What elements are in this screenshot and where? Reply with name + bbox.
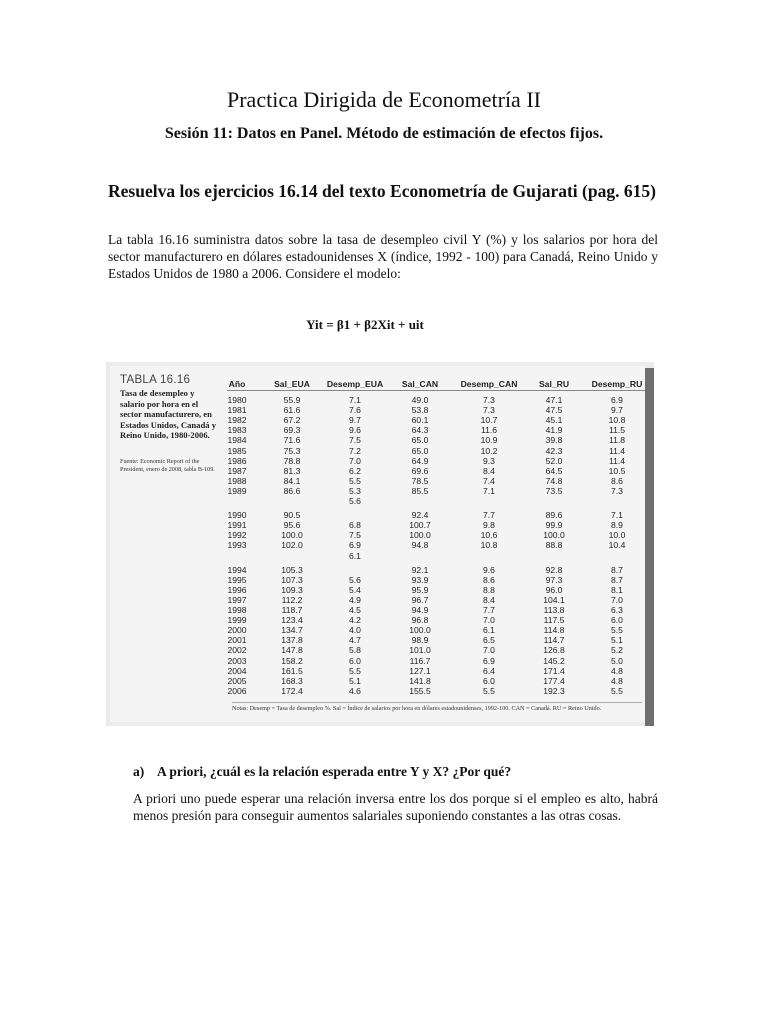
data-table-image (106, 362, 654, 726)
table-cell: 78.8 (283, 455, 301, 466)
table-cell: 114.8 (543, 625, 565, 636)
table-cell: 8.8 (483, 584, 495, 595)
table-cell: 118.7 (281, 605, 303, 615)
table-cell: 10.8 (608, 415, 626, 426)
table-cell: 39.8 (545, 435, 563, 446)
table-cell: 10.2 (480, 445, 498, 456)
table-cell: 5.1 (349, 675, 361, 686)
table-cell: 2001 (227, 635, 247, 646)
table-cell: 172.4 (281, 685, 303, 696)
table-cell: 94.9 (411, 605, 429, 615)
table-cell: 6.9 (349, 540, 361, 551)
table-cell: 85.5 (411, 485, 429, 496)
table-cell: 10.6 (480, 530, 498, 541)
table-cell: 84.1 (283, 475, 301, 486)
table-cell: 93.9 (411, 574, 429, 585)
table-cell: 8.9 (611, 520, 623, 531)
table-cell: 2003 (227, 655, 247, 666)
table-cell: 134.7 (281, 625, 303, 636)
table-cell: 4.2 (349, 615, 361, 626)
table-cell: 177.4 (543, 675, 565, 686)
table-cell: 4.9 (349, 594, 361, 605)
table-cell: 5.2 (611, 645, 623, 656)
question-a-answer: A priori uno puede esperar una relación inversa entre los dos porque si el empleo es alto, habrá menos presión para conseguir aumentos salariales suponiendo constantes a las otras cosas. (133, 791, 658, 823)
table-cell: 92.8 (545, 564, 563, 575)
table-cell: 6.3 (611, 605, 623, 615)
table-header-cell: Desemp_CAN (460, 379, 518, 389)
table-cell: 158.2 (281, 655, 303, 666)
table-cell: 5.4 (349, 584, 361, 595)
table-cell: 1997 (227, 594, 247, 605)
table-cell: 1996 (227, 584, 247, 595)
model-formula: Yit = β1 + β2Xit + uit (306, 317, 424, 332)
table-cell: 64.5 (545, 465, 563, 476)
table-cell: 100.7 (409, 520, 431, 531)
table-cell: 1991 (227, 520, 247, 531)
table-cell: 95.9 (411, 584, 429, 595)
table-cell: 137.8 (281, 635, 303, 646)
table-cell: 74.8 (545, 475, 563, 486)
table-cell: 86.6 (283, 485, 301, 496)
table-cell: 100.0 (281, 530, 303, 541)
table-cell: 1986 (227, 455, 247, 466)
table-cell: 116.7 (409, 655, 431, 666)
table-cell: 10.4 (608, 540, 626, 551)
table-cell: 7.1 (349, 395, 361, 405)
table-cell: 171.4 (543, 665, 565, 676)
table-cell: 6.2 (349, 465, 361, 476)
table-cell: 5.6 (349, 496, 361, 506)
table-cell: 90.5 (283, 510, 301, 521)
table-cell: 2000 (227, 625, 247, 636)
table-cell: 8.7 (611, 564, 623, 575)
table-cell: 123.4 (281, 615, 303, 626)
table-header-cell: Desemp_RU (591, 379, 643, 389)
table-cell: 99.9 (545, 520, 563, 531)
table-cell: 52.0 (545, 455, 563, 466)
table-cell: 4.0 (349, 625, 361, 636)
table-cell: 67.2 (283, 415, 301, 426)
table-cell: 95.6 (283, 520, 301, 531)
table-cell: 4.6 (349, 685, 361, 696)
table-cell: 4.8 (611, 665, 623, 676)
table-cell: 4.7 (349, 635, 361, 646)
table-cell: 1983 (227, 425, 247, 436)
table-cell: 41.9 (545, 425, 563, 436)
table-caption: Tasa de desempleo y salario por hora en el sector manufacturero, en Estados Unidos, Canadá y Reino Unido, 1980-2006. (120, 388, 216, 441)
table-cell: 11.4 (608, 455, 626, 466)
table-cell: 8.6 (483, 574, 495, 585)
table-cell: 5.8 (349, 645, 361, 656)
table-notes: Notas: Desemp = Tasa de desempleo %. Sal = Índice de salarios por hora en dólares estadounidenses, 1992-100. CAN = Canadá. RU = Reino Unido. (232, 702, 642, 713)
table-panel (110, 366, 645, 722)
table-cell: 6.8 (349, 520, 361, 531)
table-cell: 65.0 (411, 435, 429, 446)
table-cell: 1987 (227, 465, 247, 476)
table-cell: 4.8 (611, 675, 623, 686)
table-cell: 5.5 (349, 475, 361, 486)
table-cell: 64.3 (411, 425, 429, 436)
table-cell: 6.1 (483, 625, 495, 636)
table-cell: 97.3 (545, 574, 563, 585)
table-cell: 1995 (227, 574, 247, 585)
table-cell: 6.0 (483, 675, 495, 686)
table-cell: 69.3 (283, 425, 301, 436)
table-cell: 102.0 (281, 540, 303, 551)
table-cell: 117.5 (543, 615, 565, 626)
table-cell: 7.0 (349, 455, 361, 466)
table-cell: 7.3 (483, 395, 495, 405)
table-cell: 98.9 (411, 635, 429, 646)
table-cell: 8.7 (611, 574, 623, 585)
table-cell: 6.1 (349, 550, 361, 561)
table-cell: 10.8 (480, 540, 498, 551)
document-title: Practica Dirigida de Econometría II (227, 87, 541, 112)
table-cell: 1985 (227, 445, 247, 456)
table-cell: 2005 (227, 675, 247, 686)
table-cell: 112.2 (281, 594, 303, 605)
table-cell: 7.5 (349, 530, 361, 541)
table-cell: 7.3 (611, 485, 623, 496)
table-cell: 10.5 (608, 465, 626, 476)
table-cell: 64.9 (411, 455, 429, 466)
table-cell: 2004 (227, 665, 247, 676)
table-cell: 1980 (227, 395, 247, 405)
table-cell: 100.0 (543, 530, 565, 541)
table-cell: 1989 (227, 485, 247, 496)
table-cell: 5.6 (349, 574, 361, 585)
table-cell: 42.3 (545, 445, 563, 456)
table-cell: 6.0 (611, 615, 623, 626)
table-cell: 7.1 (483, 485, 495, 496)
table-cell: 8.4 (483, 594, 495, 605)
table-cell: 100.0 (409, 625, 431, 636)
table-cell: 65.0 (411, 445, 429, 456)
table-cell: 7.0 (611, 594, 623, 605)
table-cell: 141.8 (409, 675, 431, 686)
table-cell: 10.7 (480, 415, 498, 426)
table-cell: 55.9 (283, 395, 301, 405)
table-cell: 1984 (227, 435, 247, 446)
table-cell: 7.7 (483, 510, 495, 521)
exercise-heading: Resuelva los ejercicios 16.14 del texto Econometría de Gujarati (pag. 615) (108, 181, 656, 201)
table-cell: 104.1 (543, 594, 565, 605)
table-cell: 49.0 (411, 395, 429, 405)
table-cell: 9.3 (483, 455, 495, 466)
table-cell: 127.1 (409, 665, 431, 676)
table-cell: 69.6 (411, 465, 429, 476)
table-cell: 1993 (227, 540, 247, 551)
table-cell: 145.2 (543, 655, 565, 666)
table-cell: 81.3 (283, 465, 301, 476)
table-cell: 7.2 (349, 445, 361, 456)
table-cell: 71.6 (283, 435, 301, 446)
table-header-cell: Sal_RU (538, 379, 570, 389)
table-cell: 155.5 (409, 685, 431, 696)
table-cell: 73.5 (545, 485, 563, 496)
table-cell: 9.7 (611, 405, 623, 416)
table-cell: 5.5 (611, 685, 623, 696)
table-cell: 8.1 (611, 584, 623, 595)
table-cell: 1988 (227, 475, 247, 486)
question-a-label: a) (133, 764, 145, 779)
table-cell: 9.6 (349, 425, 361, 436)
table-cell: 5.5 (611, 625, 623, 636)
table-cell: 9.6 (483, 564, 495, 575)
table-cell: 7.0 (483, 645, 495, 656)
table-cell: 1990 (227, 510, 247, 521)
table-cell: 1998 (227, 605, 247, 615)
table-cell: 7.7 (483, 605, 495, 615)
table-cell: 92.4 (411, 510, 429, 521)
table-cell: 5.5 (483, 685, 495, 696)
table-cell: 6.4 (483, 665, 495, 676)
table-cell: 101.0 (409, 645, 431, 656)
table-cell: 5.0 (611, 655, 623, 666)
table-cell: 107.3 (281, 574, 303, 585)
table-cell: 88.8 (545, 540, 563, 551)
table-cell: 89.6 (545, 510, 563, 521)
table-cell: 5.1 (611, 635, 623, 646)
question-a-text: A priori, ¿cuál es la relación esperada entre Y y X? ¿Por qué? (157, 764, 512, 779)
table-cell: 92.1 (411, 564, 429, 575)
table-cell: 192.3 (543, 685, 565, 696)
table-cell: 75.3 (283, 445, 301, 456)
table-cell: 5.5 (349, 665, 361, 676)
table-cell: 1994 (227, 564, 247, 575)
table-header-cell: Año (228, 379, 246, 389)
table-cell: 8.6 (611, 475, 623, 486)
table-cell: 109.3 (281, 584, 303, 595)
table-cell: 94.8 (411, 540, 429, 551)
table-cell: 100.0 (409, 530, 431, 541)
table-cell: 2006 (227, 685, 247, 696)
table-label: TABLA 16.16 (120, 374, 191, 386)
table-header-cell: Sal_EUA (274, 379, 310, 389)
table-cell: 4.5 (349, 605, 361, 615)
table-cell: 126.8 (543, 645, 565, 656)
table-cell: 7.3 (483, 405, 495, 416)
session-subtitle: Sesión 11: Datos en Panel. Método de estimación de efectos fijos. (164, 125, 604, 142)
table-cell: 8.4 (483, 465, 495, 476)
table-cell: 7.4 (483, 475, 495, 486)
table-cell: 96.8 (411, 615, 429, 626)
table-cell: 6.0 (349, 655, 361, 666)
table-cell: 45.1 (545, 415, 563, 426)
table-cell: 47.1 (545, 395, 563, 405)
table-cell: 61.6 (283, 405, 301, 416)
table-cell: 5.3 (349, 485, 361, 496)
exercise-intro: La tabla 16.16 suministra datos sobre la tasa de desempleo civil Y (%) y los salarios por hora del sector manufacturero en dólares estadounidenses X (índice, 1992 - 100) para Canadá, Reino Unido y Estados Unidos de 1980 a 2006. Considere el modelo: (108, 232, 658, 281)
table-cell: 11.4 (608, 445, 626, 456)
table-cell: 96.0 (545, 584, 563, 595)
table-cell: 1982 (227, 415, 247, 426)
table-cell: 10.9 (480, 435, 498, 446)
table-header-cell: Desemp_EUA (326, 379, 384, 389)
scan-edge (645, 368, 654, 726)
table-cell: 7.0 (483, 615, 495, 626)
table-cell: 114.7 (543, 635, 565, 646)
table-cell: 11.8 (608, 435, 626, 446)
table-header-cell: Sal_CAN (401, 379, 439, 389)
table-cell: 2002 (227, 645, 247, 656)
table-cell: 113.8 (543, 605, 565, 615)
table-cell: 11.6 (480, 425, 498, 436)
table-cell: 9.7 (349, 415, 361, 426)
table-cell: 168.3 (281, 675, 303, 686)
table-cell: 1992 (227, 530, 247, 541)
table-cell: 6.9 (483, 655, 495, 666)
table-cell: 7.6 (349, 405, 361, 416)
table-cell: 1999 (227, 615, 247, 626)
table-cell: 96.7 (411, 594, 429, 605)
question-a (133, 764, 511, 780)
table-cell: 7.5 (349, 435, 361, 446)
table-cell: 78.5 (411, 475, 429, 486)
table-cell: 60.1 (411, 415, 429, 426)
table-cell: 1981 (227, 405, 247, 416)
table-cell: 11.5 (608, 425, 626, 436)
table-cell: 6.5 (483, 635, 495, 646)
table-source: Fuente: Economic Report of the President, enero de 2008, tabla B-109. (120, 458, 215, 473)
table-cell: 6.9 (611, 395, 623, 405)
table-cell: 161.5 (281, 665, 303, 676)
table-cell: 105.3 (281, 564, 303, 575)
table-cell: 9.8 (483, 520, 495, 531)
table-cell: 53.8 (411, 405, 429, 416)
table-cell: 47.5 (545, 405, 563, 416)
table-cell: 10.0 (608, 530, 626, 541)
table-cell: 147.8 (281, 645, 303, 656)
table-cell: 7.1 (611, 510, 623, 521)
